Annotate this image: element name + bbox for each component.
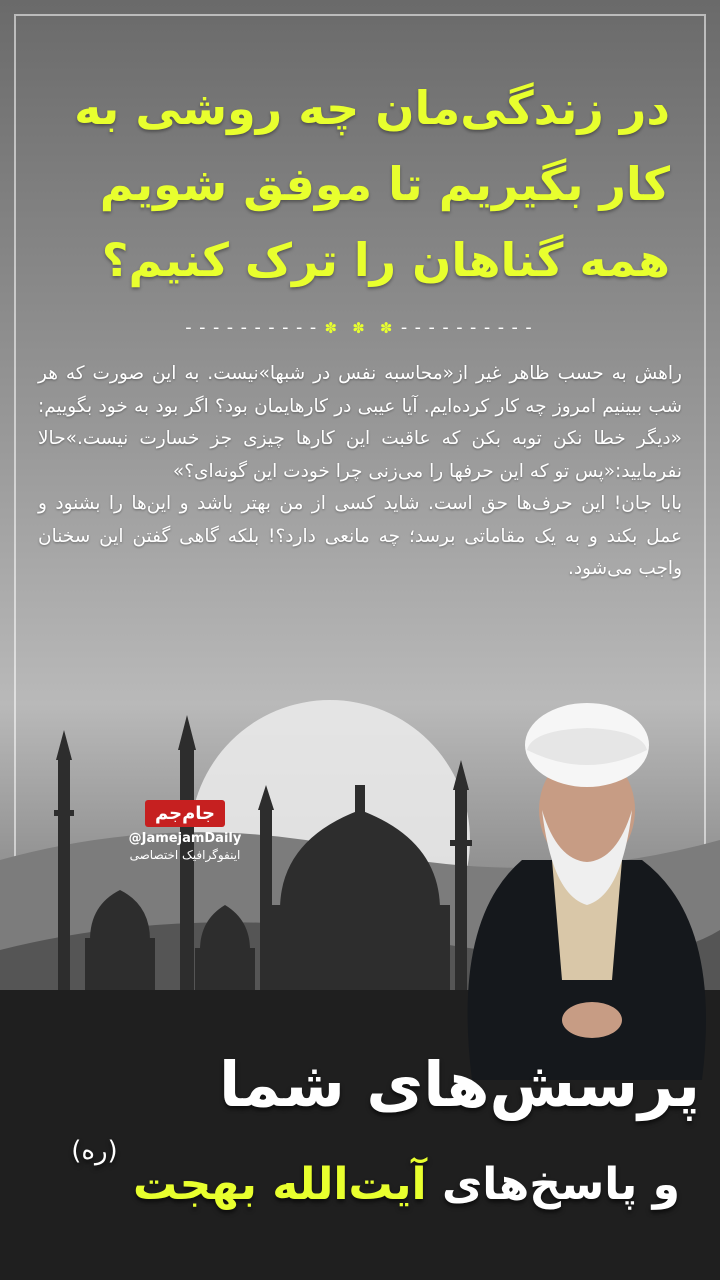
headline-line-2: کار بگیریم تا موفق شویم: [99, 157, 670, 211]
footer-sub-name: آیت‌الله بهجت: [133, 1159, 427, 1210]
footer-honorific: (ره): [71, 1136, 118, 1166]
headline-line-3: همه گناهان را ترک کنیم؟: [101, 233, 670, 287]
footer-sub-prefix: و پاسخ‌های: [441, 1159, 680, 1210]
headline-line-1: در زندگی‌مان چه روشی به: [74, 81, 670, 135]
cleric-portrait: [432, 690, 720, 1080]
answer-paragraph-1: راهش به حسب ظاهر غیر از«محاسبه نفس در شبها»نیست. به این صورت که هر شب ببینیم امروز چه کار کرده‌ایم. آیا عیبی در کارهایمان بود؟ اگر بود به خود بگوییم: «دیگر خطا نکن توبه بکن که عاقبت این کارها چیزی جز خسارت نیست.»حالا نفرمایید:«پس تو که این حرفها را می‌زنی چرا خودت این گونه‌ای؟»: [38, 363, 682, 482]
answer-paragraph-2: بابا جان! این حرف‌ها حق است. شاید کسی از من بهتر باشد و این‌ها را بشنود و عمل بکند و به یک مقاماتی برسد؛ چه مانعی دارد؟! بلکه گاهی گفتن این سخنان واجب می‌شود.: [38, 493, 682, 579]
footer-title: پرسش‌های شما: [219, 1048, 700, 1121]
logo-handle: @JamejamDaily: [128, 831, 242, 846]
hands-shape: [562, 1002, 622, 1038]
jamejam-logo: [115, 800, 255, 862]
divider-dashes-right: ----------: [398, 316, 537, 338]
ornamental-divider: [175, 315, 545, 339]
logo-subtitle: اینفوگرافیک اختصاصی: [129, 848, 241, 862]
divider-dashes-left: ----------: [183, 316, 322, 338]
divider-stars: ✽ ✽ ✽: [325, 316, 395, 338]
headline: [30, 70, 670, 298]
footer-subtitle: [20, 1136, 680, 1226]
answer-text: [38, 358, 682, 586]
logo-mark: جام‌جم: [145, 800, 225, 827]
